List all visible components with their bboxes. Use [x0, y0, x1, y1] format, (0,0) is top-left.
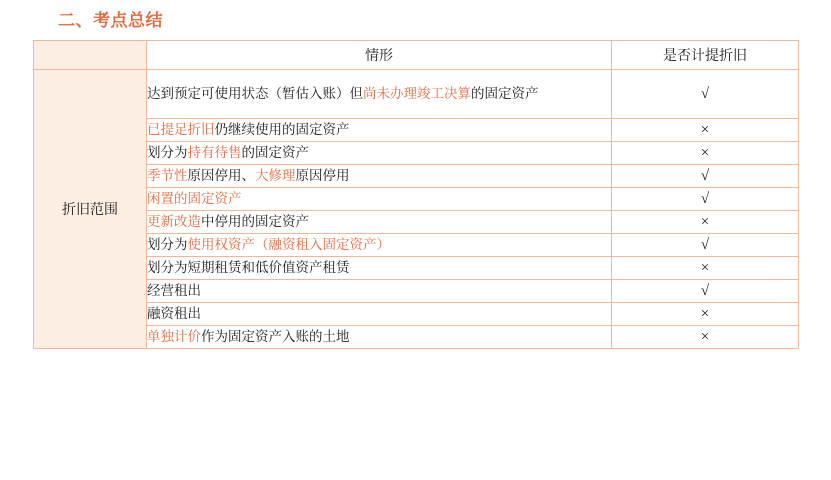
table-header-flag: 是否计提折旧 [612, 41, 799, 70]
case-cell [147, 119, 612, 142]
case-text-segment: 大修理 [255, 167, 296, 183]
table-header [34, 41, 799, 70]
table-row [34, 70, 799, 119]
flag-cell: × [612, 326, 799, 349]
table-row [34, 257, 799, 280]
case-text-segment: 融资租出 [147, 305, 201, 321]
case-text-segment: 尚未办理竣工决算 [363, 85, 471, 101]
case-text-segment: 持有待售 [187, 144, 242, 160]
table-row [34, 326, 799, 349]
case-text-segment: 划分为 [147, 144, 188, 160]
case-text-segment: 单独计价 [147, 328, 201, 344]
page-title: 二、考点总结 [58, 11, 163, 30]
flag-cell: √ [612, 70, 799, 119]
table-row [34, 211, 799, 234]
case-text-segment: 闲置的固定资产 [147, 190, 242, 206]
table-body [34, 70, 799, 349]
flag-cell: × [612, 142, 799, 165]
case-text-segment: 的固定资产 [241, 144, 309, 160]
case-text-segment: 作为固定资产入账的土地 [201, 328, 350, 344]
table-row [34, 303, 799, 326]
table-row [34, 119, 799, 142]
case-text-segment: 仍继续使用的固定资产 [214, 121, 350, 137]
case-text-segment: 经营租出 [147, 282, 201, 298]
case-cell [147, 188, 612, 211]
case-text-segment: 已提足折旧 [147, 121, 215, 137]
case-cell [147, 303, 612, 326]
flag-cell: √ [612, 188, 799, 211]
flag-cell: × [612, 211, 799, 234]
flag-cell: × [612, 303, 799, 326]
case-text-segment: 划分为短期租赁和低价值资产租赁 [147, 259, 350, 275]
case-cell [147, 165, 612, 188]
case-text-segment: 使用权资产（融资租入固定资产） [187, 236, 390, 252]
case-cell [147, 234, 612, 257]
table-row [34, 142, 799, 165]
row-group-label: 折旧范围 [34, 70, 147, 349]
table-header-row [34, 41, 799, 70]
table-row [34, 165, 799, 188]
case-text-segment: 划分为 [147, 236, 188, 252]
table-header-blank [34, 41, 147, 70]
table-row [34, 234, 799, 257]
table-row [34, 280, 799, 303]
case-text-segment: 中停用的固定资产 [201, 213, 309, 229]
depreciation-scope-table-container [33, 40, 798, 349]
case-cell [147, 211, 612, 234]
case-text-segment: 达到预定可使用状态（暂估入账）但 [147, 85, 363, 101]
case-cell [147, 326, 612, 349]
case-text-segment: 更新改造 [147, 213, 201, 229]
case-text-segment: 原因停用 [295, 167, 350, 183]
flag-cell: × [612, 119, 799, 142]
case-cell [147, 257, 612, 280]
table-row [34, 188, 799, 211]
flag-cell: √ [612, 234, 799, 257]
case-cell [147, 280, 612, 303]
depreciation-scope-table [33, 40, 799, 349]
case-text-segment: 的固定资产 [471, 85, 539, 101]
flag-cell: √ [612, 280, 799, 303]
case-cell [147, 70, 612, 119]
case-text-segment: 季节性 [147, 167, 188, 183]
case-cell [147, 142, 612, 165]
flag-cell: √ [612, 165, 799, 188]
table-header-case: 情形 [147, 41, 612, 70]
flag-cell: × [612, 257, 799, 280]
case-text-segment: 原因停用、 [187, 167, 255, 183]
